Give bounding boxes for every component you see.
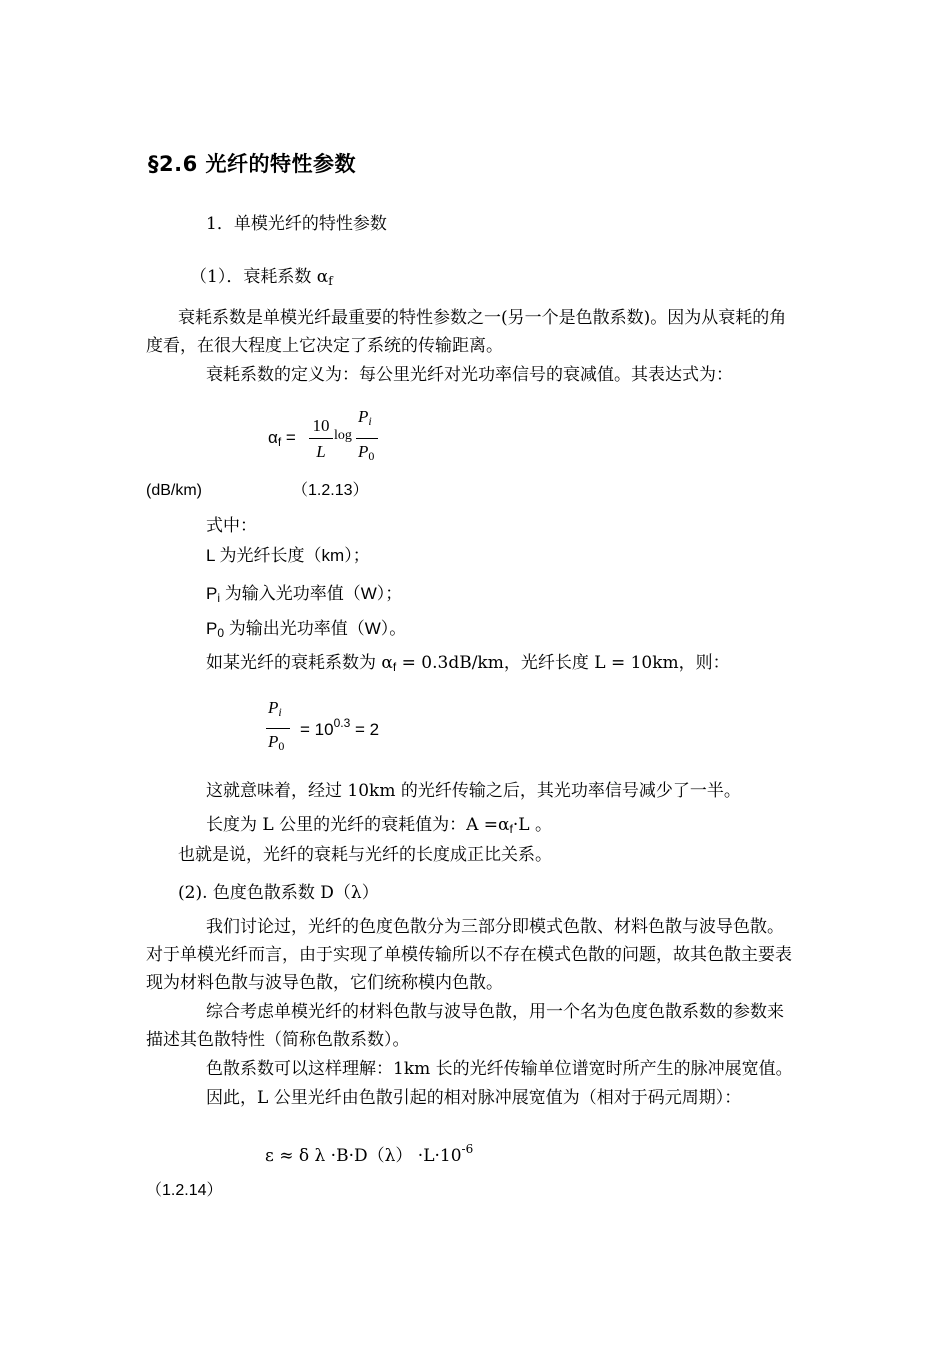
rhs-base: = 10 xyxy=(300,720,334,739)
alpha-subscript: f xyxy=(277,435,282,449)
paragraph-line: 因此，L 公里光纤由色散引起的相对脉冲展宽值为（相对于码元周期）： xyxy=(206,1088,742,1108)
p-subscript: i xyxy=(217,591,221,605)
ratio-denominator xyxy=(268,732,284,754)
inner-fraction-bar xyxy=(356,438,378,439)
p-subscript: 0 xyxy=(368,449,375,463)
equals-sign: = xyxy=(281,428,296,447)
paragraph-line: 现为材料色散与波导色散，它们统称模内色散。 xyxy=(146,973,503,993)
line-text: ·L 。 xyxy=(512,815,552,835)
equation-exponent: -6 xyxy=(461,1142,474,1156)
alpha-subscript: f xyxy=(509,822,513,836)
ratio-bar xyxy=(266,728,290,729)
rhs-exponent: 0.3 xyxy=(333,716,351,730)
definition-pi xyxy=(206,584,402,606)
equation-dispersion xyxy=(265,1143,473,1167)
subsubsection-heading: (2). 色度色散系数 D（λ） xyxy=(178,883,379,903)
example-text: = 0.3dB/km，光纤长度 L = 10km，则： xyxy=(396,653,730,673)
alpha-symbol: α xyxy=(268,428,278,447)
definition-text: 为输入光功率值（W）； xyxy=(220,584,403,603)
p-subscript: 0 xyxy=(278,739,285,753)
example-text: 如某光纤的衰耗系数为 α xyxy=(206,653,393,673)
ratio-numerator xyxy=(268,698,282,720)
paragraph-line: 我们讨论过，光纤的色度色散分为三部分即模式色散、材料色散与波导色散。 xyxy=(206,917,784,937)
example-line xyxy=(206,654,730,675)
p-symbol: P xyxy=(206,584,218,603)
p-subscript: i xyxy=(368,414,372,428)
section-title: §2.6 光纤的特性参数 xyxy=(148,152,357,176)
paragraph-line: 度看，在很大程度上它决定了系统的传输距离。 xyxy=(146,336,503,356)
equation-lhs xyxy=(268,428,296,450)
fraction-bar xyxy=(309,438,333,439)
paragraph-line: 描述其色散特性（简称色散系数）。 xyxy=(146,1030,410,1050)
p-symbol: P xyxy=(268,732,279,751)
heading-text: （1）．衰耗系数 α xyxy=(190,267,329,287)
p-symbol: P xyxy=(206,619,218,638)
alpha-subscript: f xyxy=(392,660,397,674)
p-subscript: 0 xyxy=(217,626,225,640)
equation-text: ε ≈ δ λ ·B·D（λ） ·L·10 xyxy=(265,1146,462,1166)
inner-numerator xyxy=(358,407,372,429)
rhs-result: = 2 xyxy=(350,720,380,739)
paragraph-line: 对于单模光纤而言，由于实现了单模传输所以不存在模式色散的问题，故其色散主要表 xyxy=(146,945,792,965)
subsection-heading: 1．单模光纤的特性参数 xyxy=(206,214,387,234)
paragraph-line: 衰耗系数是单模光纤最重要的特性参数之一(另一个是色散系数)。因为从衰耗的角 xyxy=(178,308,787,328)
paragraph-line: 色散系数可以这样理解：1km 长的光纤传输单位谱宽时所产生的脉冲展宽值。 xyxy=(206,1059,793,1079)
line-text: 长度为 L 公里的光纤的衰耗值为：A =α xyxy=(206,815,510,835)
definition-text: 为输出光功率值（W）。 xyxy=(224,619,407,638)
equation-number: （1.2.14） xyxy=(146,1182,223,1199)
definition-l: L 为光纤长度（km）； xyxy=(206,546,370,565)
paragraph-line: 这就意味着，经过 10km 的光纤传输之后，其光功率信号减少了一半。 xyxy=(206,781,741,801)
heading-subscript: f xyxy=(328,274,333,288)
p-subscript: i xyxy=(278,705,282,719)
ratio-rhs xyxy=(300,717,379,740)
paragraph-line: 衰耗系数的定义为：每公里光纤对光功率信号的衰减值。其表达式为： xyxy=(206,365,733,385)
inner-denominator xyxy=(358,442,374,464)
subsubsection-heading xyxy=(190,268,333,289)
definitions-intro: 式中： xyxy=(206,516,257,536)
p-symbol: P xyxy=(268,698,279,717)
paragraph-line: 也就是说，光纤的衰耗与光纤的长度成正比关系。 xyxy=(178,845,552,865)
definition-p0 xyxy=(206,619,406,641)
p-symbol: P xyxy=(358,442,369,461)
equation-number: （1.2.13） xyxy=(292,482,369,499)
paragraph-line: 综合考虑单模光纤的材料色散与波导色散，用一个名为色度色散系数的参数来 xyxy=(206,1002,784,1022)
p-symbol: P xyxy=(358,407,369,426)
fraction-denominator: L xyxy=(316,442,326,461)
log-operator: log xyxy=(334,428,352,443)
attenuation-value-line xyxy=(206,816,552,837)
equation-unit: (dB/km) xyxy=(146,482,202,499)
fraction-numerator: 10 xyxy=(312,416,330,435)
